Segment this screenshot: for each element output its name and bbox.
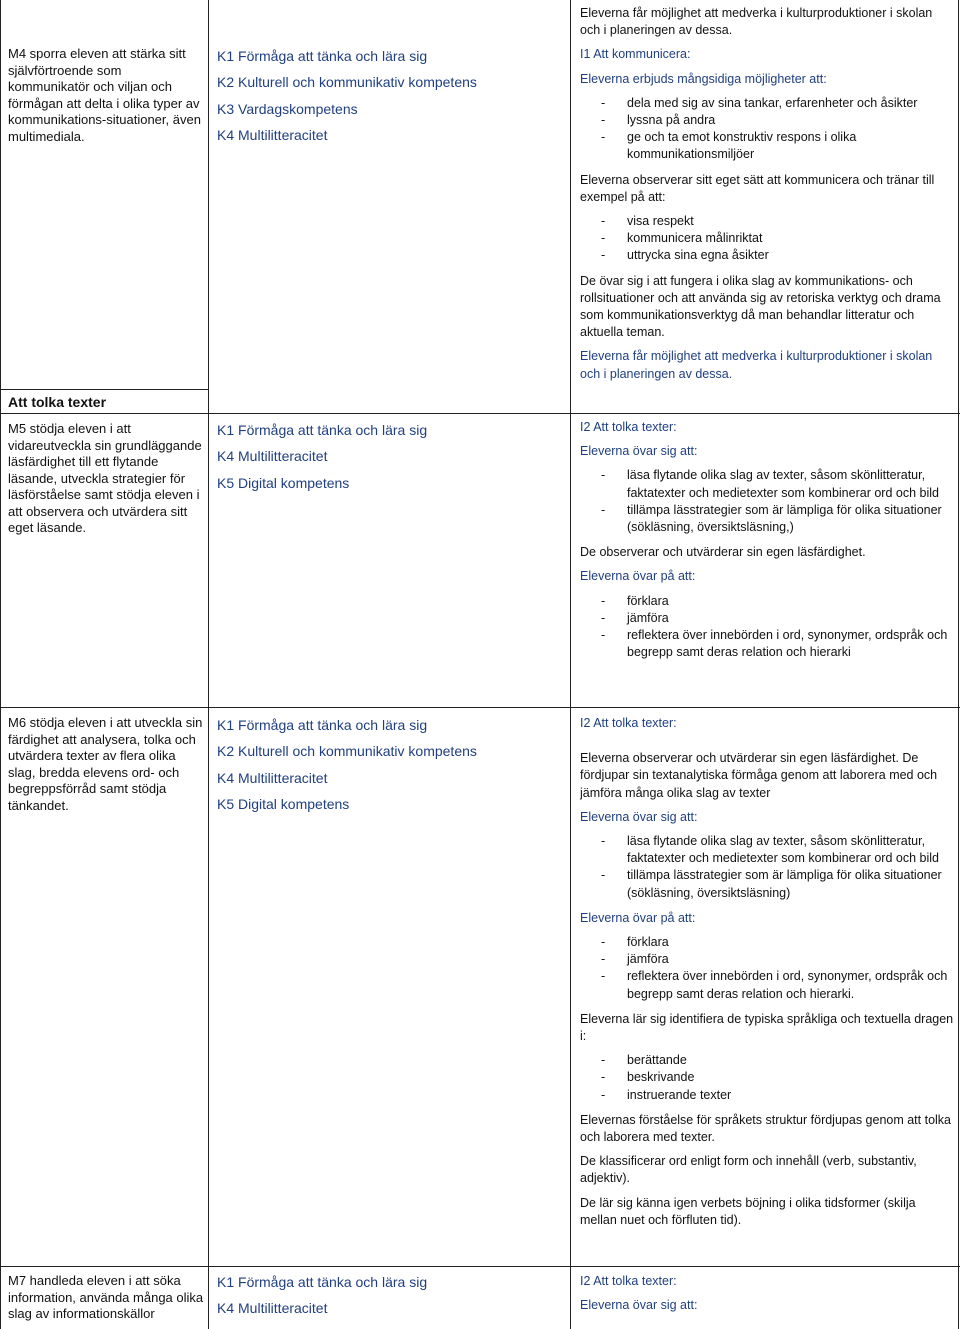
competency-item: K5 Digital kompetens: [217, 796, 350, 813]
dash-bullet-icon: -: [601, 231, 606, 246]
competency-item: K3 Vardagskompetens: [217, 100, 358, 117]
list-item-text: reflektera över innebörden i ord, synonymer, ordspråk och begrepp samt deras relation och hierarki.: [627, 969, 948, 1001]
list-item-text: läsa flytande olika slag av texter, såsom skönlitteratur, faktatexter och medietexter som kombinerar ord och bild: [627, 468, 939, 500]
list-item-text: jämföra: [627, 952, 669, 967]
column-divider-left-edge: [0, 0, 1, 1329]
list-item-text: instruerande texter: [627, 1087, 732, 1102]
dash-bullet-icon: -: [601, 95, 606, 110]
spacer: [580, 739, 955, 750]
list-item: [580, 467, 955, 501]
dash-bullet-icon: -: [601, 952, 606, 967]
content-paragraph: De övar sig i att fungera i olika slag av kommunikations- och rollsituationer och att använda sig av retoriska verktyg och drama som kommunikationsverktyg då man behandlar litteratur och aktuella teman.: [580, 273, 941, 340]
content-paragraph: I2 Att tolka texter:: [580, 420, 677, 434]
list-item: [580, 610, 955, 627]
row-divider-3: [0, 1266, 960, 1267]
list-item: [580, 213, 955, 230]
list-item: [580, 112, 955, 129]
list-item-text: tillämpa lässtrategier som är lämpliga för olika situationer (sökläsning, översiktsläsning,): [627, 502, 942, 535]
dash-bullet-icon: -: [601, 610, 606, 625]
column-divider-2: [570, 0, 571, 1329]
content-paragraph: Elevernas förståelse för språkets struktur fördjupas genom att tolka och laborera med texter.: [580, 1112, 952, 1145]
content-paragraph: Eleverna erbjuds mångsidiga möjligheter att:: [580, 71, 827, 86]
competency-item: K4 Multilitteracitet: [217, 127, 328, 144]
list-item: [580, 934, 955, 951]
competency-item: K5 Digital kompetens: [217, 474, 350, 491]
competencies-row-1: [217, 43, 562, 149]
goal-text: M7 handleda eleven i att söka information, använda många olika slag av informationskällor: [8, 1273, 204, 1321]
row-divider-2: [0, 707, 960, 708]
dash-bullet-icon: -: [601, 214, 606, 229]
list-item: [580, 593, 955, 610]
competency-item: K1 Förmåga att tänka och lära sig: [217, 422, 428, 438]
list-item-text: förklara: [627, 935, 669, 950]
bullet-list: [580, 593, 955, 662]
content-paragraph: Eleverna övar på att:: [580, 569, 696, 584]
list-item-text: uttrycka sina egna åsikter: [627, 248, 769, 263]
list-item: [580, 1069, 955, 1086]
content-row-2: [580, 419, 955, 669]
dash-bullet-icon: -: [601, 113, 606, 128]
dash-bullet-icon: -: [601, 502, 606, 517]
section-heading: [8, 394, 204, 411]
dash-bullet-icon: -: [601, 628, 606, 643]
row-divider-heading: [0, 389, 209, 390]
content-paragraph: I2 Att tolka texter:: [580, 1274, 677, 1288]
dash-bullet-icon: -: [601, 868, 606, 883]
bullet-list: [580, 467, 955, 536]
list-item-text: kommunicera målinriktat: [627, 231, 763, 246]
goal-text: M4 sporra eleven att stärka sitt självförtroende som kommunikatör och viljan och förmågan att delta i olika typer av kommunikations-situationer, även multimediala.: [8, 46, 201, 144]
content-paragraph: I1 Att kommunicera:: [580, 47, 691, 62]
list-item-text: beskrivande: [627, 1070, 695, 1085]
list-item-text: lyssna på andra: [627, 113, 716, 128]
list-item: [580, 230, 955, 247]
dash-bullet-icon: -: [601, 130, 606, 145]
competency-item: K1 Förmåga att tänka och lära sig: [217, 1274, 428, 1290]
goal-m7: [8, 1273, 204, 1323]
dash-bullet-icon: -: [601, 935, 606, 950]
list-item-text: jämföra: [627, 610, 669, 625]
content-paragraph: Eleverna lär sig identifiera de typiska språkliga och textuella dragen i:: [580, 1011, 954, 1044]
column-divider-right-edge: [958, 0, 959, 1329]
content-row-3: [580, 715, 955, 1236]
list-item-text: visa respekt: [627, 214, 694, 229]
competency-item: K4 Multilitteracitet: [217, 1300, 328, 1317]
dash-bullet-icon: -: [601, 1087, 606, 1102]
dash-bullet-icon: -: [601, 248, 606, 263]
content-paragraph: Eleverna övar sig att:: [580, 444, 698, 459]
content-paragraph: Eleverna övar på att:: [580, 910, 696, 925]
dash-bullet-icon: -: [601, 969, 606, 984]
content-paragraph: Eleverna observerar sitt eget sätt att kommunicera och tränar till exempel på att:: [580, 172, 935, 204]
competency-item: K1 Förmåga att tänka och lära sig: [217, 48, 428, 64]
content-paragraph: I2 Att tolka texter:: [580, 716, 677, 730]
dash-bullet-icon: -: [601, 834, 606, 849]
competency-item: K4 Multilitteracitet: [217, 448, 328, 465]
list-item: [580, 129, 955, 163]
content-paragraph: Eleverna övar sig att:: [580, 1298, 698, 1313]
dash-bullet-icon: -: [601, 593, 606, 608]
competency-item: K1 Förmåga att tänka och lära sig: [217, 717, 428, 733]
bullet-list: [580, 934, 955, 1003]
competencies-row-4: [217, 1269, 562, 1322]
content-paragraph: De lär sig känna igen verbets böjning i olika tidsformer (skilja mellan nuet och förfluten tid).: [580, 1195, 916, 1227]
goal-m4: [8, 46, 204, 145]
bullet-list: [580, 95, 955, 164]
list-item: [580, 867, 955, 901]
dash-bullet-icon: -: [601, 468, 606, 483]
list-item-text: ge och ta emot konstruktiv respons i olika kommunikationsmiljöer: [627, 130, 857, 162]
dash-bullet-icon: -: [601, 1053, 606, 1068]
goal-text: M6 stödja eleven i att utveckla sin färdighet att analysera, tolka och utvärdera texter av flera olika slag, bredda elevens ord- och begreppsförråd samt stödja tänkandet.: [8, 715, 203, 813]
competency-item: K4 Multilitteracitet: [217, 769, 328, 786]
content-paragraph: Eleverna får möjlighet att medverka i kulturproduktioner i skolan och i planeringen av dessa.: [580, 6, 933, 38]
competencies-row-2: [217, 417, 562, 496]
list-item-text: reflektera över innebörden i ord, synonymer, ordspråk och begrepp samt deras relation och hierarki: [627, 628, 948, 660]
bullet-list: [580, 1052, 955, 1104]
list-item-text: läsa flytande olika slag av texter, såsom skönlitteratur, faktatexter och medietexter som kombinerar ord och bild: [627, 834, 939, 866]
bullet-list: [580, 833, 955, 902]
goal-m5: [8, 421, 204, 537]
list-item-text: förklara: [627, 593, 669, 608]
content-row-4: [580, 1273, 955, 1321]
content-paragraph: De klassificerar ord enligt form och innehåll (verb, substantiv, adjektiv).: [580, 1154, 917, 1186]
content-paragraph: Eleverna övar sig att:: [580, 809, 698, 824]
list-item: [580, 247, 955, 264]
column-divider-1: [208, 0, 209, 1329]
section-heading-text: Att tolka texter: [8, 394, 107, 410]
list-item: [580, 627, 955, 661]
goal-text: M5 stödja eleven i att vidareutveckla sin grundläggande läsfärdighet till ett flytande läsande, utveckla strategier för läsförståelse samt stödja eleven i att observera och utvärdera sitt eget läsande.: [8, 421, 202, 535]
list-item: [580, 968, 955, 1002]
list-item-text: berättande: [627, 1053, 687, 1068]
list-item: [580, 833, 955, 867]
list-item-text: dela med sig av sina tankar, erfarenheter och åsikter: [627, 95, 918, 110]
list-item: [580, 1087, 955, 1104]
list-item: [580, 951, 955, 968]
competency-item: K2 Kulturell och kommunikativ kompetens: [217, 743, 477, 760]
dash-bullet-icon: -: [601, 1070, 606, 1085]
list-item: [580, 95, 955, 112]
list-item: [580, 502, 955, 536]
content-paragraph: De observerar och utvärderar sin egen läsfärdighet.: [580, 545, 866, 560]
row-divider-1: [0, 413, 960, 414]
goal-m6: [8, 715, 204, 814]
competency-item: K2 Kulturell och kommunikativ kompetens: [217, 74, 477, 91]
list-item-text: tillämpa lässtrategier som är lämpliga för olika situationer (sökläsning, översiktsläsning): [627, 868, 942, 900]
content-paragraph: Eleverna får möjlighet att medverka i kulturproduktioner i skolan och i planeringen av dessa.: [580, 349, 933, 381]
content-paragraph: Eleverna observerar och utvärderar sin egen läsfärdighet. De fördjupar sin textanalytiska förmåga genom att laborera med och jämföra många olika slag av texter: [580, 751, 938, 800]
bullet-list: [580, 213, 955, 265]
content-row-1: [580, 5, 955, 390]
competencies-row-3: [217, 712, 562, 818]
list-item: [580, 1052, 955, 1069]
